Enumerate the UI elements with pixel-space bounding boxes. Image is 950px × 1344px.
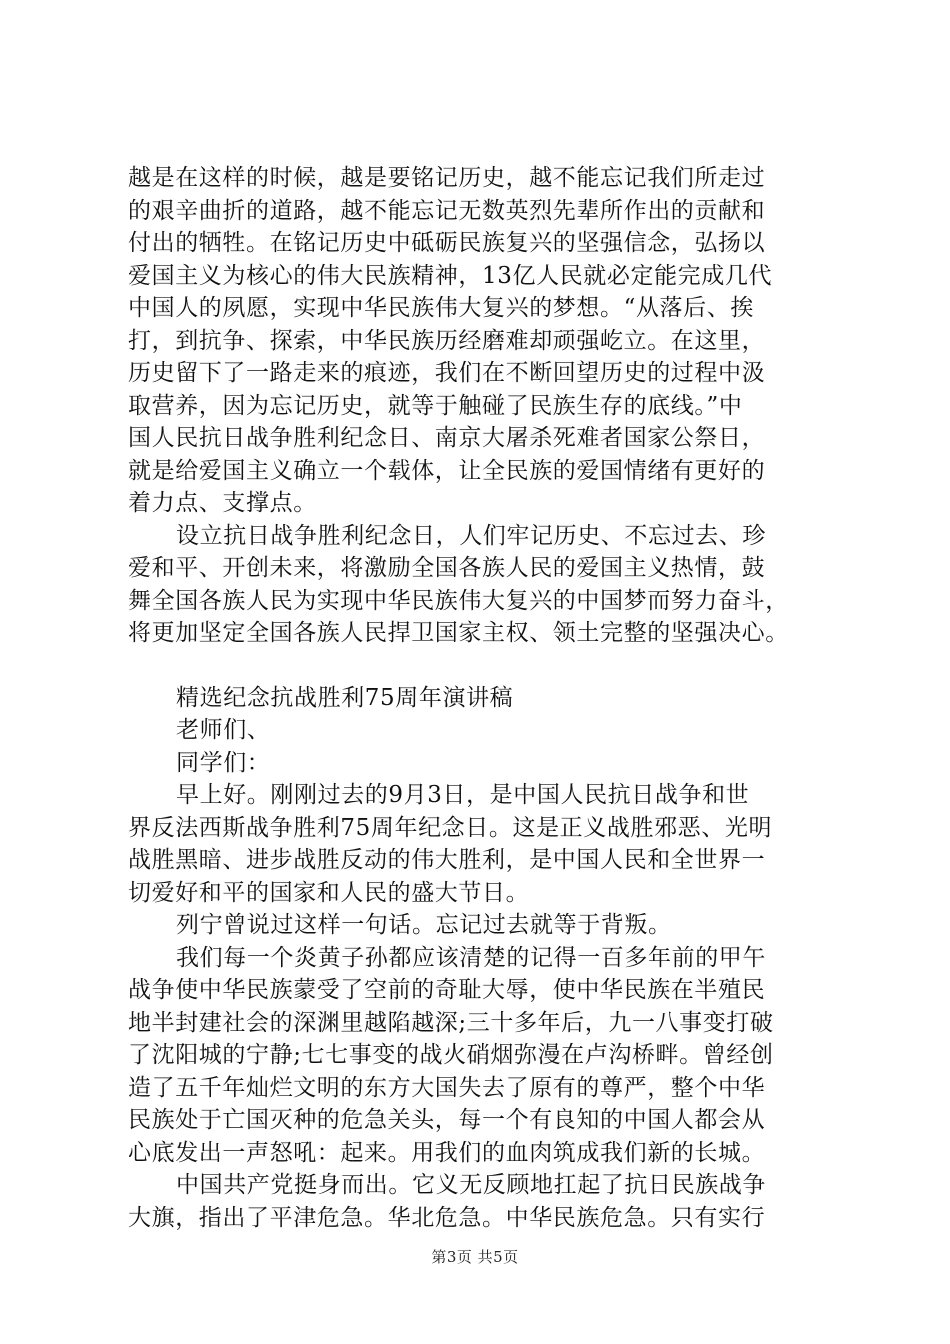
text-line: 界反法西斯战争胜利75周年纪念日。这是正义战胜邪恶、光明: [128, 814, 773, 841]
text-line: 了沈阳城的宁静;七七事变的战火硝烟弥漫在卢沟桥畔。曾经创: [128, 1042, 774, 1068]
text-line: 国人民抗日战争胜利纪念日、南京大屠杀死难者国家公祭日，: [128, 425, 766, 451]
text-line: 地半封建社会的深渊里越陷越深;三十多年后，九一八事变打破: [128, 1009, 774, 1036]
speech-greeting-teachers: 老师们、: [176, 717, 271, 743]
paragraph-2: [128, 520, 828, 650]
text-line: 着力点、支撑点。: [128, 490, 317, 516]
text-line: 大旗，指出了平津危急。华北危急。中华民族危急。只有实行: [128, 1204, 766, 1231]
text-line: 就是给爱国主义确立一个载体，让全民族的爱国情绪有更好的: [128, 457, 766, 484]
text-line: 的艰辛曲折的道路，越不能忘记无数英烈先辈所作出的贡献和: [128, 197, 766, 224]
speech-paragraph-4: [128, 1169, 828, 1234]
text-line: 爱和平、开创未来，将激励全国各族人民的爱国主义热情，鼓: [128, 555, 766, 581]
text-line: 越是在这样的时候，越是要铭记历史，越不能忘记我们所走过: [128, 165, 766, 191]
text-line: 打，到抗争、探索，中华民族历经磨难却顽强屹立。在这里，: [128, 327, 766, 354]
speech-paragraph-2: [128, 909, 828, 942]
text-line: 民族处于亡国灭种的危急关头，每一个有良知的中国人都会从: [128, 1107, 766, 1133]
text-line: 造了五千年灿烂文明的东方大国失去了原有的尊严，整个中华: [128, 1074, 766, 1101]
text-line: 取营养，因为忘记历史，就等于触碰了民族生存的底线。”中: [128, 392, 743, 419]
text-line: 战争使中华民族蒙受了空前的奇耻大辱，使中华民族在半殖民: [128, 977, 766, 1003]
speech-paragraph-1: [128, 779, 828, 909]
paragraph-1: [128, 162, 828, 520]
document-body: [128, 162, 828, 1234]
page-number-indicator: 第3页 共5页: [431, 1248, 519, 1266]
text-line: 心底发出一声怒吼：起来。用我们的血肉筑成我们新的长城。: [128, 1139, 766, 1166]
speech-title: 精选纪念抗战胜利75周年演讲稿: [176, 684, 514, 711]
text-line: 战胜黑暗、进步战胜反动的伟大胜利，是中国人民和全世界一: [128, 847, 766, 873]
text-line: 将更加坚定全国各族人民捍卫国家主权、领土完整的坚强决心。: [128, 620, 789, 646]
text-line: 设立抗日战争胜利纪念日，人们牢记历史、不忘过去、珍: [176, 522, 766, 549]
speech-paragraph-3: [128, 942, 828, 1170]
text-line: 早上好。刚刚过去的9月3日，是中国人民抗日战争和世: [176, 782, 750, 808]
text-line: 中国共产党挺身而出。它义无反顾地扛起了抗日民族战争: [176, 1172, 766, 1198]
text-line: 舞全国各族人民为实现中华民族伟大复兴的中国梦而努力奋斗，: [128, 587, 789, 614]
text-line: 付出的牺牲。在铭记历史中砥砺民族复兴的坚强信念，弘扬以: [128, 230, 766, 256]
text-line: 历史留下了一路走来的痕迹，我们在不断回望历史的过程中汲: [128, 360, 766, 386]
text-line: 列宁曾说过这样一句话。忘记过去就等于背叛。: [176, 912, 672, 938]
text-line: 我们每一个炎黄子孙都应该清楚的记得一百多年前的甲午: [176, 944, 766, 971]
text-line: 切爱好和平的国家和人民的盛大节日。: [128, 879, 530, 906]
text-line: 爱国主义为核心的伟大民族精神，13亿人民就必定能完成几代: [128, 262, 773, 289]
text-line: 中国人的夙愿，实现中华民族伟大复兴的梦想。“从落后、挨: [128, 295, 754, 321]
speech-greeting-students: 同学们：: [176, 749, 271, 776]
paragraph-spacer: [128, 650, 828, 682]
page-footer: [0, 1246, 950, 1267]
